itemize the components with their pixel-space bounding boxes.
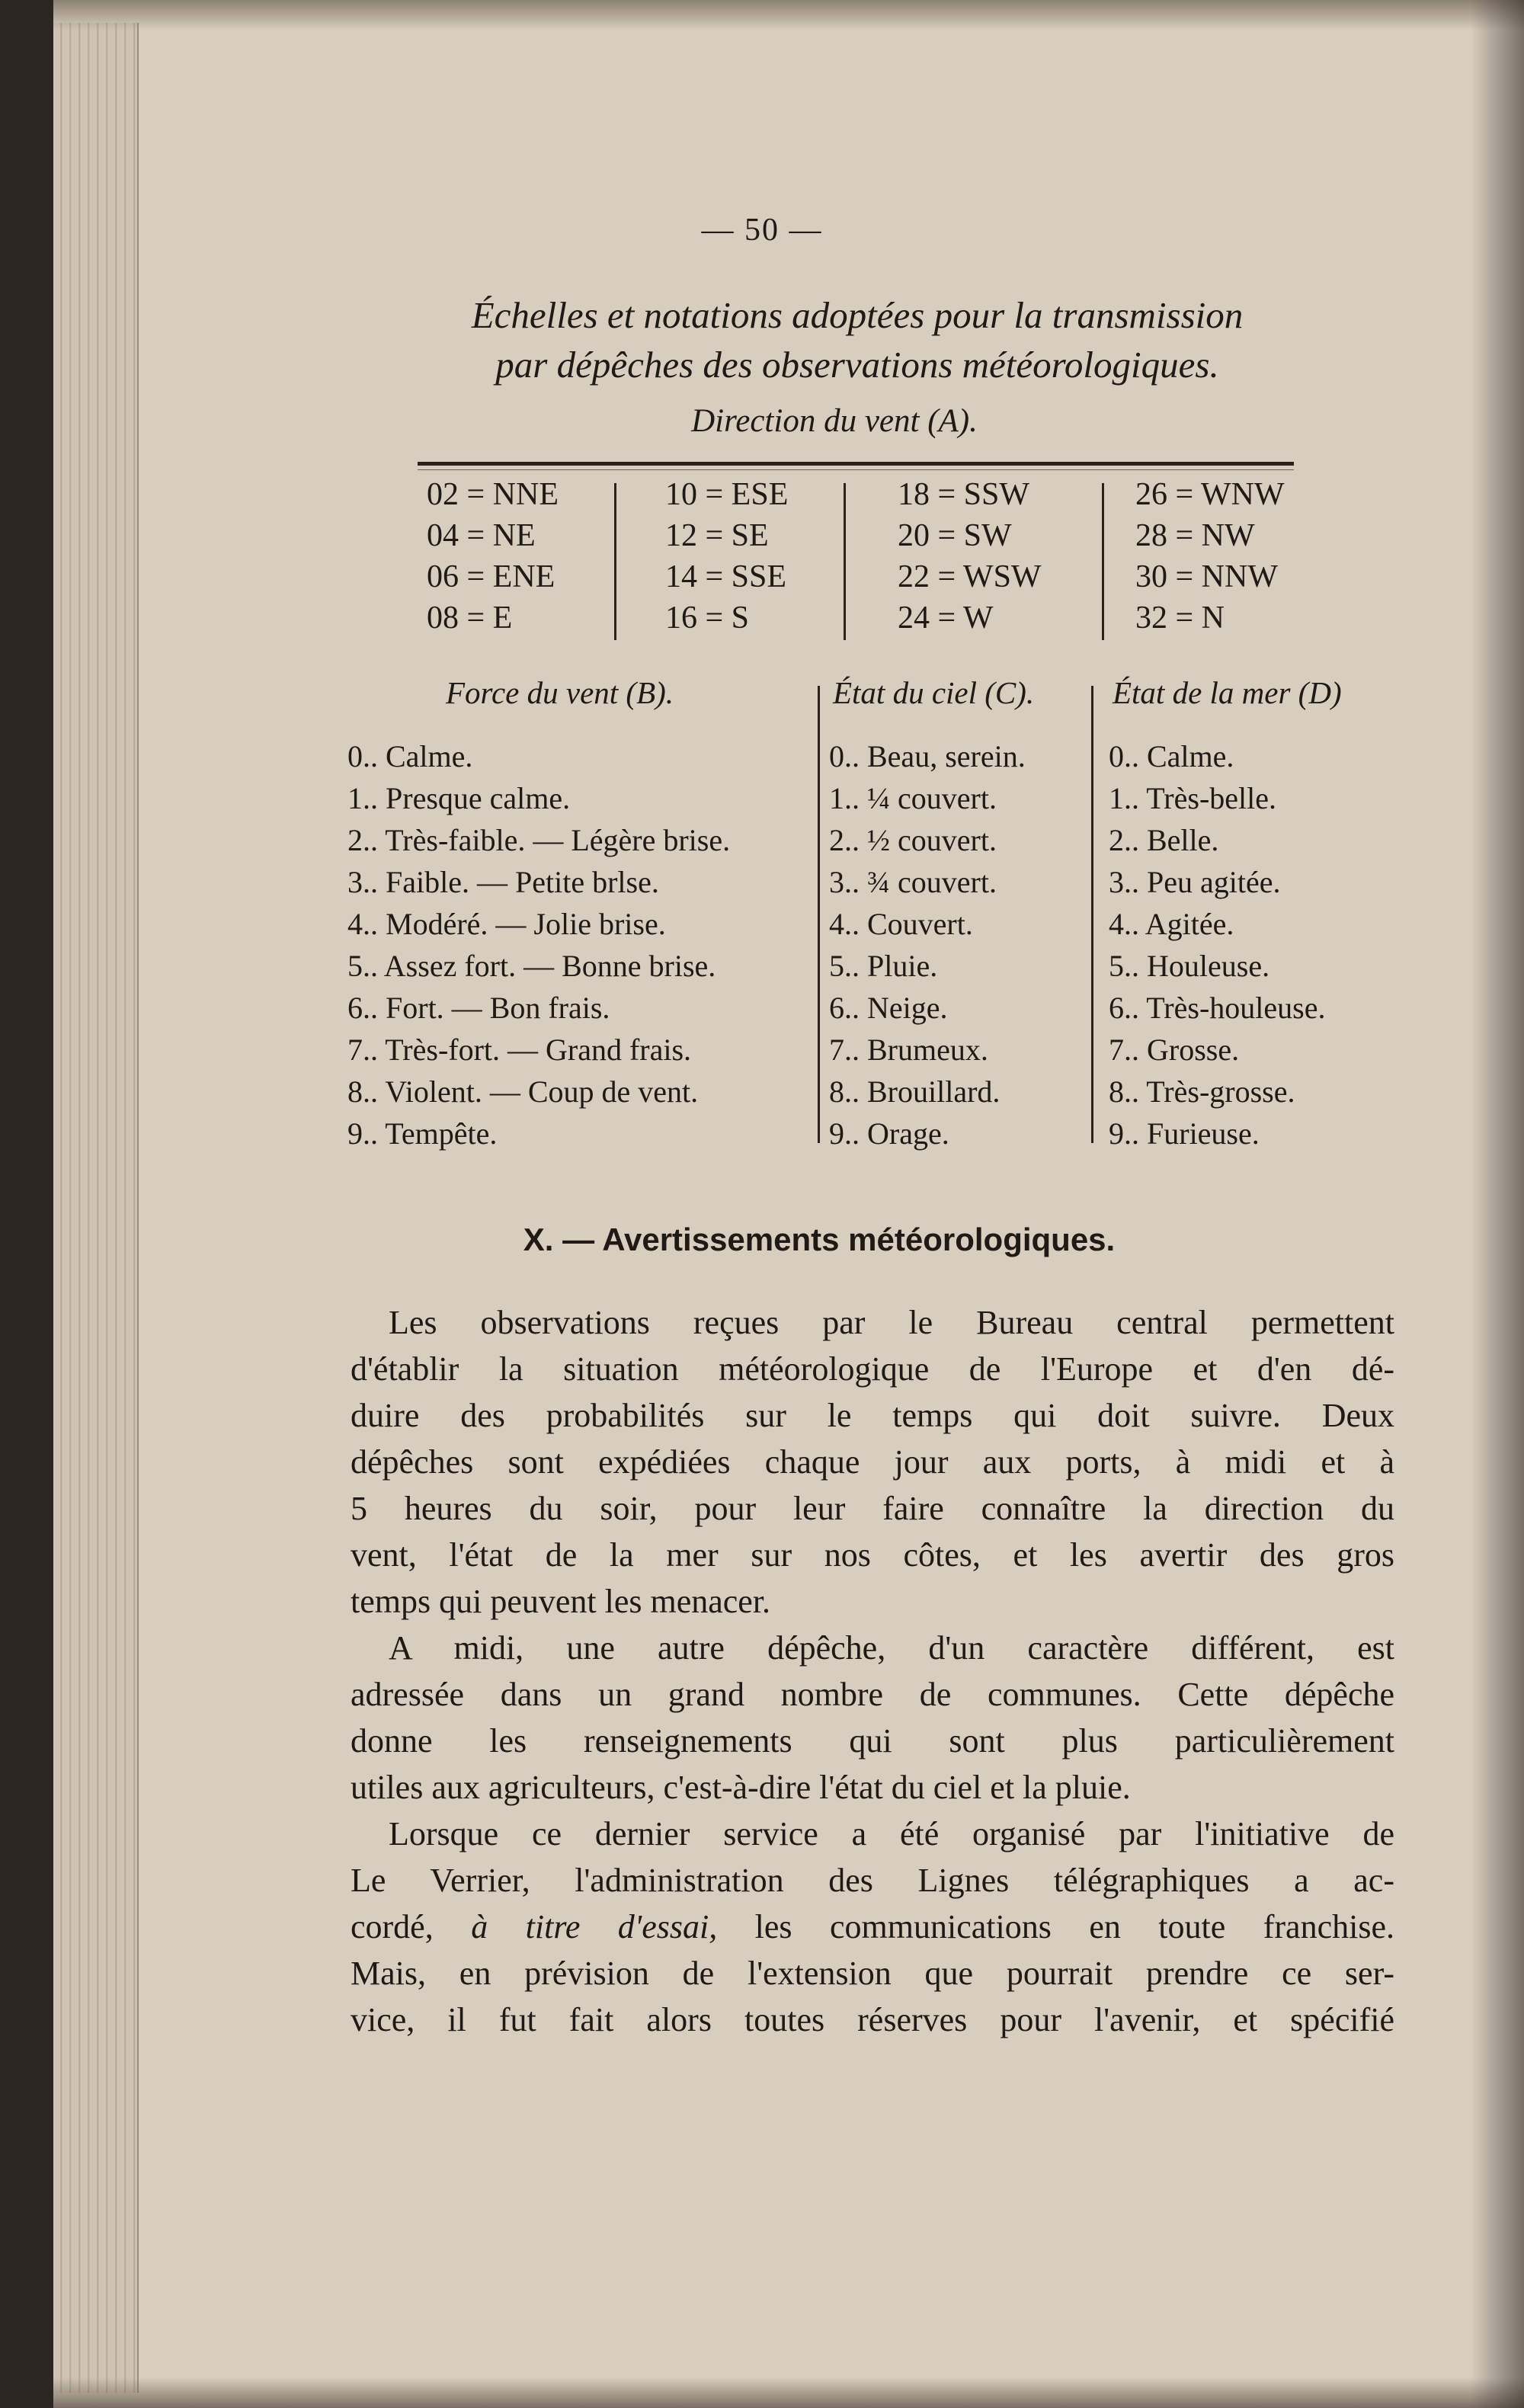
- table-divider: [844, 483, 846, 640]
- table-rule: [418, 462, 1294, 466]
- table-divider: [1102, 483, 1104, 640]
- ciel-heading: État du ciel (C).: [833, 675, 1035, 710]
- text-line: temps qui peuvent les menacer.: [351, 1583, 771, 1620]
- list-item: 7.. Brumeux.: [829, 1033, 988, 1067]
- paragraph-1: [351, 1299, 1394, 1625]
- list-item: 1.. ¼ couvert.: [829, 781, 997, 815]
- list-item: 0.. Calme.: [1109, 739, 1234, 773]
- list-item: 6.. Très-houleuse.: [1109, 991, 1326, 1025]
- list-item: 8.. Brouillard.: [829, 1074, 1001, 1109]
- list-item: 5.. Houleuse.: [1109, 949, 1270, 983]
- column-divider: [1091, 686, 1093, 1143]
- text-segment: cordé,: [351, 1908, 472, 1945]
- section-heading: X. — Avertissements météorologiques.: [523, 1222, 1116, 1257]
- direction-cell: 20 = SW: [898, 518, 1012, 553]
- list-item: 5.. Assez fort. — Bonne brise.: [347, 949, 716, 983]
- mer-list: [1109, 735, 1325, 1154]
- list-item: 9.. Furieuse.: [1109, 1116, 1260, 1151]
- list-item: 9.. Tempête.: [347, 1116, 498, 1151]
- list-item: 9.. Orage.: [829, 1116, 949, 1151]
- list-item: 8.. Très-grosse.: [1109, 1074, 1295, 1109]
- list-item: 6.. Fort. — Bon frais.: [347, 991, 610, 1025]
- text-segment: les communications en toute franchise.: [717, 1908, 1394, 1945]
- direction-column-1: [427, 474, 559, 639]
- text-line: Lorsque ce dernier service a été organisé par l'initiative de: [389, 1815, 1394, 1852]
- direction-column-2: [665, 474, 788, 639]
- direction-cell: 22 = WSW: [898, 559, 1042, 594]
- direction-cell: 04 = NE: [427, 518, 536, 553]
- direction-cell: 30 = NNW: [1135, 559, 1278, 594]
- text-line: dépêches sont expédiées chaque jour aux ports, à midi et à: [351, 1443, 1394, 1481]
- list-item: 2.. ½ couvert.: [829, 823, 997, 857]
- text-line: 5 heures du soir, pour leur faire connaître la direction du: [351, 1490, 1394, 1527]
- text-line: Le Verrier, l'administration des Lignes télégraphiques a ac-: [351, 1862, 1394, 1899]
- direction-cell: 14 = SSE: [665, 559, 787, 594]
- list-item: 3.. ¾ couvert.: [829, 865, 997, 899]
- bottom-shadow: [53, 2378, 1524, 2408]
- title-line-2: par dépêches des observations météorologiques.: [495, 344, 1219, 386]
- direction-cell: 24 = W: [898, 600, 994, 636]
- list-item: 5.. Pluie.: [829, 949, 938, 983]
- list-item: 0.. Calme.: [347, 739, 473, 773]
- direction-column-4: [1135, 474, 1285, 639]
- table-divider: [614, 483, 616, 640]
- text-line: vent, l'état de la mer sur nos côtes, et les avertir des gros: [351, 1536, 1394, 1574]
- force-heading: Force du vent (B).: [446, 675, 674, 710]
- list-item: 8.. Violent. — Coup de vent.: [347, 1074, 699, 1109]
- text-line: Les observations reçues par le Bureau central permettent: [389, 1304, 1394, 1341]
- list-item: 6.. Neige.: [829, 991, 948, 1025]
- direction-column-3: [898, 474, 1042, 639]
- paragraph-3: [351, 1811, 1394, 2043]
- list-item: 2.. Belle.: [1109, 823, 1219, 857]
- list-item: 7.. Très-fort. — Grand frais.: [347, 1033, 692, 1067]
- column-divider: [818, 686, 820, 1143]
- page-number: — 50 —: [701, 213, 823, 248]
- ciel-list: [829, 735, 1026, 1154]
- list-item: 2.. Très-faible. — Légère brise.: [347, 823, 731, 857]
- text-line: donne les renseignements qui sont plus particulièrement: [351, 1722, 1394, 1760]
- list-item: 1.. Très-belle.: [1109, 781, 1276, 815]
- direction-cell: 06 = ENE: [427, 559, 555, 594]
- text-line: utiles aux agriculteurs, c'est-à-dire l'état du ciel et la pluie.: [351, 1769, 1131, 1806]
- title-line-1: Échelles et notations adoptées pour la transmission: [471, 294, 1244, 336]
- direction-cell: 16 = S: [665, 600, 750, 636]
- italic-phrase: à titre d'essai,: [471, 1908, 718, 1945]
- direction-cell: 32 = N: [1135, 600, 1225, 636]
- direction-cell: 26 = WNW: [1135, 477, 1285, 512]
- direction-cell: 18 = SSW: [898, 477, 1030, 512]
- direction-cell: 02 = NNE: [427, 477, 559, 512]
- text-line: d'établir la situation météorologique de l'Europe et d'en dé-: [351, 1350, 1394, 1388]
- list-item: 7.. Grosse.: [1109, 1033, 1240, 1067]
- direction-cell: 28 = NW: [1135, 518, 1255, 553]
- text-line: A midi, une autre dépêche, d'un caractère différent, est: [389, 1629, 1394, 1667]
- list-item: 3.. Faible. — Petite brlse.: [347, 865, 659, 899]
- table-rule-thin: [418, 469, 1294, 470]
- list-item: 0.. Beau, serein.: [829, 739, 1026, 773]
- paragraph-2: [351, 1625, 1394, 1811]
- direction-cell: 12 = SE: [665, 518, 769, 553]
- top-shadow: [53, 0, 1524, 30]
- list-item: 3.. Peu agitée.: [1109, 865, 1281, 899]
- direction-heading: Direction du vent (A).: [691, 403, 978, 439]
- mer-heading: État de la mer (D): [1113, 675, 1342, 710]
- text-line: [351, 1904, 1394, 1950]
- direction-cell: 10 = ESE: [665, 477, 789, 512]
- force-list: [347, 735, 730, 1154]
- text-line: Mais, en prévision de l'extension que pourrait prendre ce ser-: [351, 1955, 1394, 1992]
- list-item: 4.. Modéré. — Jolie brise.: [347, 907, 666, 941]
- list-item: 1.. Presque calme.: [347, 781, 571, 815]
- direction-cell: 08 = E: [427, 600, 513, 636]
- text-line: duire des probabilités sur le temps qui doit suivre. Deux: [351, 1397, 1394, 1434]
- text-line: vice, il fut fait alors toutes réserves pour l'avenir, et spécifié: [351, 2001, 1394, 2038]
- list-item: 4.. Agitée.: [1109, 907, 1234, 941]
- text-line: adressée dans un grand nombre de communes. Cette dépêche: [351, 1676, 1394, 1713]
- list-item: 4.. Couvert.: [829, 907, 973, 941]
